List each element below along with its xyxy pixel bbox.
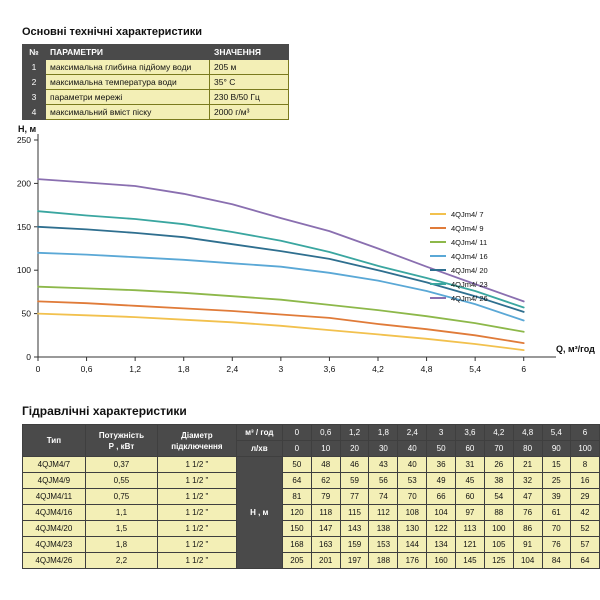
row-diameter: 1 1/2 ": [158, 521, 236, 537]
head-value: 86: [513, 521, 542, 537]
spec-row-value: 35° С: [210, 75, 289, 90]
spec-row: [23, 90, 289, 105]
head-value: 118: [311, 505, 340, 521]
flow-m3h-value: 1,8: [369, 425, 398, 441]
head-value: 77: [340, 489, 369, 505]
head-value: 201: [311, 553, 340, 569]
head-value: 130: [398, 521, 427, 537]
head-value: 120: [282, 505, 311, 521]
head-value: 104: [427, 505, 456, 521]
legend-label: 4QJm4/ 26: [451, 293, 488, 303]
legend-color-swatch: [430, 283, 446, 285]
head-value: 32: [513, 473, 542, 489]
head-value: 176: [398, 553, 427, 569]
legend-item: [430, 291, 488, 305]
svg-text:4,8: 4,8: [420, 364, 433, 374]
flow-lmin-value: 70: [484, 441, 513, 457]
flow-lmin-value: 60: [456, 441, 485, 457]
spec-row-parameter: максимальна глибина підйому води: [46, 60, 210, 75]
head-value: 76: [513, 505, 542, 521]
svg-text:3,6: 3,6: [323, 364, 336, 374]
flow-m3h-value: 0: [282, 425, 311, 441]
row-power: 0,75: [85, 489, 157, 505]
svg-text:0,6: 0,6: [80, 364, 93, 374]
head-value: 53: [398, 473, 427, 489]
head-value: 79: [311, 489, 340, 505]
head-value: 150: [282, 521, 311, 537]
head-value: 42: [571, 505, 600, 521]
head-value: 84: [542, 553, 570, 569]
head-value: 8: [571, 457, 600, 473]
spec-table-title: Основні технічні характеристики: [22, 26, 202, 38]
legend-item: [430, 235, 488, 249]
head-value: 115: [340, 505, 369, 521]
head-value: 144: [398, 537, 427, 553]
spec-row-parameter: параметри мережі: [46, 90, 210, 105]
flow-lmin-value: 20: [340, 441, 369, 457]
row-type: 4QJM4/7: [23, 457, 86, 473]
header-type: Тип: [23, 425, 86, 457]
head-value: 197: [340, 553, 369, 569]
head-value: 104: [513, 553, 542, 569]
row-type: 4QJM4/9: [23, 473, 86, 489]
table-row: [23, 489, 600, 505]
head-value: 62: [311, 473, 340, 489]
legend-color-swatch: [430, 255, 446, 257]
head-value: 26: [484, 457, 513, 473]
row-power: 0,37: [85, 457, 157, 473]
svg-text:50: 50: [21, 308, 31, 319]
head-value: 70: [398, 489, 427, 505]
head-value: 74: [369, 489, 398, 505]
head-value: 49: [427, 473, 456, 489]
flow-m3h-value: 0,6: [311, 425, 340, 441]
head-value: 163: [311, 537, 340, 553]
row-power: 1,1: [85, 505, 157, 521]
flow-m3h-value: 6: [571, 425, 600, 441]
spec-row-parameter: максимальна температура води: [46, 75, 210, 90]
flow-lmin-value: 90: [542, 441, 570, 457]
head-value: 64: [571, 553, 600, 569]
head-value: 66: [427, 489, 456, 505]
svg-text:250: 250: [16, 135, 31, 145]
spec-header-param: ПАРАМЕТРИ: [46, 45, 210, 60]
header-head: H , м: [236, 457, 282, 569]
header-flow-m3h: м³ / год: [236, 425, 282, 441]
head-value: 108: [398, 505, 427, 521]
row-type: 4QJM4/23: [23, 537, 86, 553]
legend-color-swatch: [430, 227, 446, 229]
legend-color-swatch: [430, 269, 446, 271]
table-row: [23, 505, 600, 521]
head-value: 15: [542, 457, 570, 473]
head-value: 47: [513, 489, 542, 505]
legend-item: [430, 263, 488, 277]
legend-label: 4QJm4/ 11: [451, 237, 488, 247]
head-value: 88: [484, 505, 513, 521]
head-value: 112: [369, 505, 398, 521]
head-value: 39: [542, 489, 570, 505]
svg-text:1,2: 1,2: [129, 364, 142, 374]
head-value: 60: [456, 489, 485, 505]
row-power: 2,2: [85, 553, 157, 569]
flow-lmin-value: 80: [513, 441, 542, 457]
head-value: 40: [398, 457, 427, 473]
head-value: 45: [456, 473, 485, 489]
flow-m3h-value: 4,8: [513, 425, 542, 441]
spec-row: [23, 75, 289, 90]
legend-label: 4QJm4/ 20: [451, 265, 488, 275]
head-value: 64: [282, 473, 311, 489]
chart-legend: [430, 207, 488, 305]
hydraulic-table: [22, 424, 600, 569]
svg-text:150: 150: [16, 221, 31, 232]
flow-m3h-value: 1,2: [340, 425, 369, 441]
head-value: 205: [282, 553, 311, 569]
svg-text:0: 0: [26, 352, 31, 362]
row-power: 0,55: [85, 473, 157, 489]
spec-header-num: №: [23, 45, 46, 60]
head-value: 153: [369, 537, 398, 553]
flow-m3h-value: 2,4: [398, 425, 427, 441]
spec-table: [22, 44, 289, 120]
head-value: 91: [513, 537, 542, 553]
head-value: 188: [369, 553, 398, 569]
svg-text:100: 100: [16, 265, 31, 276]
row-power: 1,5: [85, 521, 157, 537]
spec-row-number: 3: [23, 90, 46, 105]
header-diameter: Діаметр підключення: [158, 425, 236, 457]
head-value: 54: [484, 489, 513, 505]
head-value: 160: [427, 553, 456, 569]
head-value: 50: [282, 457, 311, 473]
row-type: 4QJM4/20: [23, 521, 86, 537]
table-row: [23, 553, 600, 569]
svg-text:3: 3: [278, 364, 284, 374]
legend-label: 4QJm4/ 9: [451, 223, 484, 233]
legend-color-swatch: [430, 213, 446, 215]
head-value: 61: [542, 505, 570, 521]
head-value: 159: [340, 537, 369, 553]
spec-row-value: 2000 г/м³: [210, 105, 289, 120]
legend-label: 4QJm4/ 7: [451, 209, 484, 219]
flow-m3h-value: 3,6: [456, 425, 485, 441]
svg-text:200: 200: [16, 178, 31, 189]
chart-y-axis-label: H, м: [18, 124, 37, 134]
head-value: 97: [456, 505, 485, 521]
flow-m3h-value: 3: [427, 425, 456, 441]
legend-item: [430, 207, 488, 221]
head-value: 48: [311, 457, 340, 473]
chart-x-axis-label: Q, м³/год: [556, 344, 595, 354]
head-value: 145: [456, 553, 485, 569]
svg-text:6: 6: [521, 364, 527, 374]
row-diameter: 1 1/2 ": [158, 473, 236, 489]
legend-item: [430, 249, 488, 263]
flow-lmin-value: 100: [571, 441, 600, 457]
head-value: 134: [427, 537, 456, 553]
legend-color-swatch: [430, 241, 446, 243]
row-type: 4QJM4/26: [23, 553, 86, 569]
svg-text:0: 0: [35, 364, 41, 374]
spec-row-number: 1: [23, 60, 46, 75]
header-flow-lmin: л/хв: [236, 441, 282, 457]
head-value: 105: [484, 537, 513, 553]
head-value: 168: [282, 537, 311, 553]
head-value: 46: [340, 457, 369, 473]
row-type: 4QJM4/16: [23, 505, 86, 521]
head-value: 38: [484, 473, 513, 489]
spec-row: [23, 60, 289, 75]
spec-header-value: ЗНАЧЕННЯ: [210, 45, 289, 60]
head-value: 57: [571, 537, 600, 553]
head-value: 70: [542, 521, 570, 537]
head-value: 76: [542, 537, 570, 553]
svg-text:5,4: 5,4: [469, 364, 482, 374]
head-value: 147: [311, 521, 340, 537]
table-row: [23, 473, 600, 489]
flow-lmin-value: 0: [282, 441, 311, 457]
head-value: 21: [513, 457, 542, 473]
head-value: 36: [427, 457, 456, 473]
head-value: 113: [456, 521, 485, 537]
row-diameter: 1 1/2 ": [158, 457, 236, 473]
head-value: 121: [456, 537, 485, 553]
flow-lmin-value: 30: [369, 441, 398, 457]
legend-label: 4QJm4/ 16: [451, 251, 488, 261]
legend-color-swatch: [430, 297, 446, 299]
legend-label: 4QJm4/ 23: [451, 279, 488, 289]
header-power: Потужність Р , кВт: [85, 425, 157, 457]
head-value: 125: [484, 553, 513, 569]
row-power: 1,8: [85, 537, 157, 553]
head-value: 59: [340, 473, 369, 489]
chart-canvas: [0, 112, 600, 394]
head-value: 29: [571, 489, 600, 505]
head-value: 16: [571, 473, 600, 489]
head-value: 56: [369, 473, 398, 489]
flow-lmin-value: 50: [427, 441, 456, 457]
table-row: [23, 457, 600, 473]
flow-lmin-value: 40: [398, 441, 427, 457]
legend-item: [430, 221, 488, 235]
pump-curve-chart: [0, 112, 600, 394]
head-value: 31: [456, 457, 485, 473]
head-value: 52: [571, 521, 600, 537]
spec-row-value: 230 В/50 Гц: [210, 90, 289, 105]
flow-lmin-value: 10: [311, 441, 340, 457]
spec-row-parameter: максимальний вміст піску: [46, 105, 210, 120]
row-type: 4QJM4/11: [23, 489, 86, 505]
head-value: 81: [282, 489, 311, 505]
head-value: 143: [340, 521, 369, 537]
svg-text:2,4: 2,4: [226, 364, 239, 374]
spec-header-row: [23, 45, 289, 60]
head-value: 122: [427, 521, 456, 537]
head-value: 25: [542, 473, 570, 489]
row-diameter: 1 1/2 ": [158, 537, 236, 553]
table-row: [23, 521, 600, 537]
spec-row-number: 4: [23, 105, 46, 120]
head-value: 138: [369, 521, 398, 537]
head-value: 43: [369, 457, 398, 473]
spec-row-number: 2: [23, 75, 46, 90]
legend-item: [430, 277, 488, 291]
table-row: [23, 537, 600, 553]
flow-m3h-value: 4,2: [484, 425, 513, 441]
svg-text:1,8: 1,8: [177, 364, 190, 374]
svg-text:4,2: 4,2: [372, 364, 384, 374]
row-diameter: 1 1/2 ": [158, 553, 236, 569]
hydraulic-header-row-1: [23, 425, 600, 441]
row-diameter: 1 1/2 ": [158, 489, 236, 505]
spec-row-value: 205 м: [210, 60, 289, 75]
hydraulic-table-title: Гідравлічні характеристики: [22, 404, 187, 418]
head-value: 100: [484, 521, 513, 537]
row-diameter: 1 1/2 ": [158, 505, 236, 521]
flow-m3h-value: 5,4: [542, 425, 570, 441]
